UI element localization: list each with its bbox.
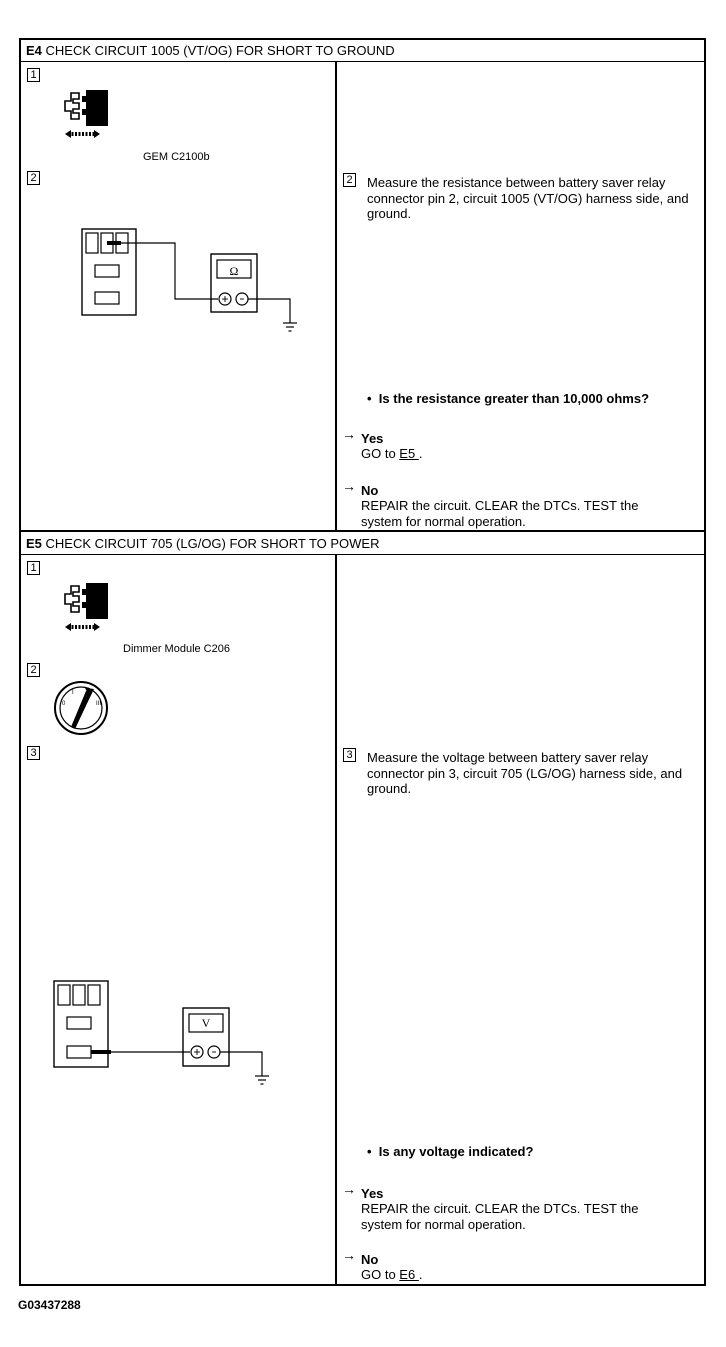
e4-question: • Is the resistance greater than 10,000 ohms? xyxy=(367,391,650,406)
svg-text:I: I xyxy=(72,690,74,696)
e5-step2-number: 2 xyxy=(27,663,40,677)
e5-question: • Is any voltage indicated? xyxy=(367,1144,534,1159)
e5-no-label: No xyxy=(361,1252,379,1267)
e5-yes-arrow-icon: → xyxy=(342,1181,356,1197)
e5-yes-text: REPAIR the circuit. CLEAR the DTCs. TEST the system for normal operation. xyxy=(361,1201,639,1232)
volt-symbol: V xyxy=(201,1016,211,1030)
connector-disconnect-icon xyxy=(55,87,115,142)
e4-no-arrow-icon: → xyxy=(342,478,356,494)
e5-yes-label: Yes xyxy=(361,1186,384,1201)
figure-id: G03437288 xyxy=(18,1298,81,1312)
e4-yes-text: GO to E5 . xyxy=(361,446,423,461)
e4-no-label: No xyxy=(361,483,379,498)
ohmmeter-diagram xyxy=(78,225,308,340)
e4-step2-number: 2 xyxy=(27,171,40,185)
ohm-symbol: Ω xyxy=(229,264,239,278)
e5-heading: E5 CHECK CIRCUIT 705 (LG/OG) FOR SHORT TO POWER xyxy=(26,536,380,551)
e4-step1-number: 1 xyxy=(27,68,40,82)
e4-column-divider xyxy=(335,62,337,530)
ignition-switch-icon xyxy=(52,679,110,737)
e4-right-step-number: 2 xyxy=(343,173,356,187)
connector-disconnect-icon xyxy=(55,580,115,635)
e5-header-divider xyxy=(19,554,706,555)
e5-connector-caption: Dimmer Module C206 xyxy=(123,643,230,655)
e4-heading: E4 CHECK CIRCUIT 1005 (VT/OG) FOR SHORT TO GROUND xyxy=(26,43,395,58)
e5-step1-number: 1 xyxy=(27,561,40,575)
go-to-e5-link[interactable]: E5 xyxy=(399,446,419,461)
section-divider xyxy=(19,530,706,532)
e5-step3-number: 3 xyxy=(27,746,40,760)
e4-instruction: Measure the resistance between battery saver relay connector pin 2, circuit 1005 (VT/OG) harness side, and ground. xyxy=(367,175,689,221)
e4-yes-label: Yes xyxy=(361,431,384,446)
svg-text:0: 0 xyxy=(62,701,66,707)
e5-right-step-number: 3 xyxy=(343,748,356,762)
e5-instruction: Measure the voltage between battery saver relay connector pin 3, circuit 705 (LG/OG) harness side, and ground. xyxy=(367,750,683,796)
e4-yes-arrow-icon: → xyxy=(342,426,356,442)
e5-no-arrow-icon: → xyxy=(342,1247,356,1263)
e4-connector-caption: GEM C2100b xyxy=(143,151,210,163)
e4-header-divider xyxy=(19,61,706,62)
e5-column-divider xyxy=(335,555,337,1285)
svg-text:III: III xyxy=(96,701,102,707)
voltmeter-diagram xyxy=(50,977,280,1092)
e4-no-text: REPAIR the circuit. CLEAR the DTCs. TEST the system for normal operation. xyxy=(361,498,639,529)
e5-no-text: GO to E6 . xyxy=(361,1267,423,1282)
go-to-e6-link[interactable]: E6 xyxy=(399,1267,419,1282)
